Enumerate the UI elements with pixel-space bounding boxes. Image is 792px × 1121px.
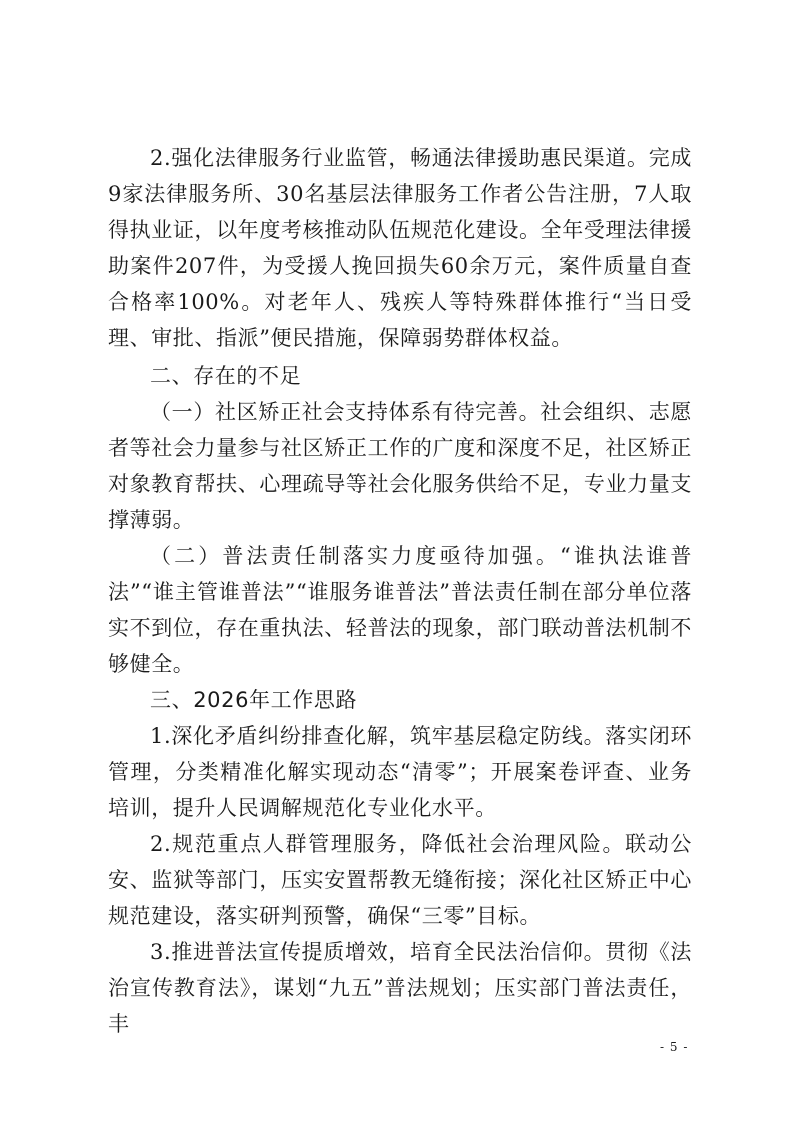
page-number: - 5 - xyxy=(660,1040,689,1054)
document-body xyxy=(108,140,692,1042)
section-heading-shortcomings: 二、存在的不足 xyxy=(150,364,302,388)
paragraph-community-correction: （一）社区矫正社会支持体系有待完善。社会组织、志愿者等社会力量参与社区矫正工作的广度和深度不足，社区矫正对象教育帮扶、心理疏导等社会化服务供给不足，专业力量支撑薄弱。 xyxy=(108,400,692,532)
paragraph-legal-services: 2.强化法律服务行业监管，畅通法律援助惠民渠道。完成9家法律服务所、30名基层法律服务工作者公告注册，7人取得执业证，以年度考核推动队伍规范化建设。全年受理法律援助案件207件，为受援人挽回损失60余万元，案件质量自查合格率100%。对老年人、残疾人等特殊群体推行“当日受理、审批、指派”便民措施，保障弱势群体权益。 xyxy=(108,146,692,350)
section-heading-2026-plan: 三、2026年工作思路 xyxy=(150,688,358,712)
paragraph-dispute-resolution: 1.深化矛盾纠纷排查化解，筑牢基层稳定防线。落实闭环管理，分类精准化解实现动态“清零”；开展案卷评查、业务培训，提升人民调解规范化专业化水平。 xyxy=(108,724,692,820)
paragraph-key-groups-management: 2.规范重点人群管理服务，降低社会治理风险。联动公安、监狱等部门，压实安置帮教无缝衔接；深化社区矫正中心规范建设，落实研判预警，确保“三零”目标。 xyxy=(108,832,692,928)
paragraph-legal-publicity: 3.推进普法宣传提质增效，培育全民法治信仰。贯彻《法治宣传教育法》，谋划“九五”普法规划；压实部门普法责任，丰 xyxy=(108,940,692,1036)
paragraph-legal-education-responsibility: （二）普法责任制落实力度亟待加强。“谁执法谁普法”“谁主管谁普法”“谁服务谁普法”普法责任制在部分单位落实不到位，存在重执法、轻普法的现象，部门联动普法机制不够健全。 xyxy=(108,544,692,676)
